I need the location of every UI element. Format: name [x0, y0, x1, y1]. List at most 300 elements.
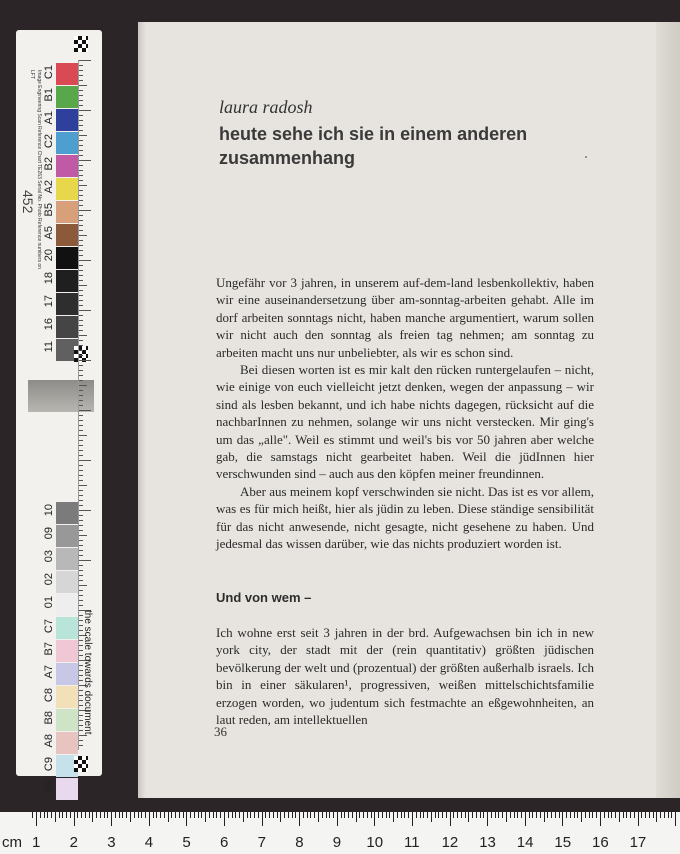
- ruler-tick: [79, 195, 83, 196]
- paragraph-3: Aber aus meinem kopf verschwinden sie nicht. Das ist es vor allem, was es für mich heißt, hier als jüdin zu leben. Diese ständige sensibilität für das nicht anwesende, nicht gesagte, nicht gesehene zu haben. Und jedesmal das wissen darüber, wie das nichts produziert worden ist.: [216, 483, 594, 552]
- color-patch: [56, 732, 78, 754]
- ruler-tick: [79, 315, 83, 316]
- ruler-tick: [408, 812, 409, 818]
- ruler-tick: [303, 812, 304, 818]
- ruler-tick: [79, 390, 83, 391]
- ruler-tick: [615, 812, 616, 818]
- color-patch: [56, 709, 78, 731]
- ruler-tick: [79, 485, 87, 486]
- ruler-tick: [465, 812, 466, 818]
- ruler-tick: [79, 580, 83, 581]
- section-subheading: Und von wem –: [216, 590, 312, 605]
- ruler-tick: [348, 812, 349, 818]
- ruler-tick: [79, 380, 83, 381]
- ruler-tick: [79, 425, 83, 426]
- ruler-tick: [314, 812, 315, 818]
- ruler-tick: [79, 60, 91, 61]
- ruler-tick: [453, 812, 454, 818]
- ruler-tick: [623, 812, 624, 818]
- ruler-tick: [79, 465, 83, 466]
- paragraph-2: Bei diesen worten ist es mir kalt den rücken runtergelaufen – nicht, wie einige von euch vielleicht jetzt denken, wegen der anpassung – wir sind als lesben bekannt, und ich habe nichts dagegen, rücksicht auf die nachbarInnen zu nehmen, solange wir uns nicht verstecken. Mir ging's um das „alle". Weil es stimmt und weil's bis vor 50 jahren aber welche gab, die samstags nicht gearbeitet haben. Weil die jüdInnen hier verschwunden sind – auch aus den köpfen meiner freundinnen.: [216, 362, 594, 482]
- ruler-tick: [179, 812, 180, 818]
- color-calibration-card: [16, 30, 102, 794]
- ruler-tick: [79, 450, 83, 451]
- ruler-tick: [574, 812, 575, 818]
- ruler-tick: [190, 812, 191, 818]
- ruler-tick: [634, 812, 635, 818]
- ruler-tick: [79, 260, 91, 261]
- ruler-tick: [559, 812, 560, 818]
- ruler-tick: [450, 812, 451, 826]
- ruler-tick: [79, 325, 83, 326]
- ruler-tick: [79, 265, 83, 266]
- ruler-tick: [79, 250, 83, 251]
- ruler-tick: [498, 812, 499, 818]
- ruler-tick: [273, 812, 274, 818]
- patch-label: C2: [43, 134, 55, 149]
- color-patch: [56, 548, 78, 570]
- ruler-tick: [547, 812, 548, 818]
- ruler-tick: [201, 812, 202, 818]
- patch-label: A8: [43, 734, 55, 748]
- ruler-tick: [70, 812, 71, 818]
- ruler-tick: [160, 812, 161, 818]
- patch-label: B2: [43, 157, 55, 171]
- ruler-tick: [79, 230, 83, 231]
- ruler-tick: [79, 565, 83, 566]
- ruler-tick: [79, 105, 83, 106]
- color-patch: [56, 155, 78, 177]
- ruler-tick: [79, 290, 83, 291]
- ruler-tick: [138, 812, 139, 818]
- patch-label: 02: [43, 573, 55, 586]
- ruler-tick: [62, 812, 63, 818]
- ruler-tick: [79, 605, 83, 606]
- ruler-tick: [79, 475, 83, 476]
- ruler-tick: [119, 812, 120, 818]
- ruler-tick: [457, 812, 458, 818]
- ruler-tick: [397, 812, 398, 818]
- ruler-tick: [592, 812, 593, 818]
- ruler-tick: [198, 812, 199, 818]
- ruler-tick: [269, 812, 270, 818]
- patch-label: 16: [43, 318, 55, 331]
- ruler-number: 1: [32, 834, 41, 851]
- ruler-tick: [427, 812, 428, 818]
- ruler-tick: [352, 812, 353, 818]
- ruler-tick: [79, 255, 83, 256]
- ruler-tick: [79, 445, 83, 446]
- ruler-tick: [224, 812, 225, 826]
- ruler-tick: [111, 812, 112, 826]
- ruler-tick: [79, 355, 83, 356]
- ruler-tick: [600, 812, 601, 826]
- handwritten-note: 452: [20, 190, 36, 214]
- ruler-tick: [653, 812, 654, 818]
- paragraph-4: Ich wohne erst seit 3 jahren in der brd. Aufgewachsen bin ich in new york city, der stadt mit der (rein quantitativ) größten jüdischen bevölkerung der welt und (prozentual) der größten außerhalb israels. Ich bin in einer säkularen¹, progressiven, weißen mittelschichtsfamilie erzogen worden, wo judentum sich festmachte an eßgewohnheiten, an laut reden, am intellektuellen: [216, 625, 594, 728]
- ruler-tick: [585, 812, 586, 818]
- ruler-tick: [318, 812, 319, 822]
- ruler-tick: [79, 410, 91, 411]
- ruler-tick: [100, 812, 101, 818]
- ruler-tick: [79, 285, 87, 286]
- ruler-tick: [79, 270, 83, 271]
- ruler-tick: [517, 812, 518, 818]
- ruler-tick: [506, 812, 507, 822]
- ruler-tick: [79, 550, 83, 551]
- ruler-tick: [79, 595, 83, 596]
- ruler-tick: [79, 240, 83, 241]
- ruler-tick: [79, 150, 83, 151]
- ruler-tick: [420, 812, 421, 818]
- ruler-tick: [359, 812, 360, 818]
- patch-label: 01: [43, 596, 55, 609]
- ruler-tick: [79, 210, 91, 211]
- patch-label: B9: [43, 780, 55, 794]
- ruler-tick: [656, 812, 657, 822]
- ruler-number: 13: [479, 834, 496, 851]
- ruler-tick: [668, 812, 669, 818]
- patch-label: B7: [43, 642, 55, 656]
- ruler-tick: [79, 365, 83, 366]
- ruler-tick: [446, 812, 447, 818]
- ruler-tick: [374, 812, 375, 826]
- ruler-tick: [367, 812, 368, 818]
- ruler-number: 11: [404, 834, 420, 851]
- ruler-tick: [79, 235, 87, 236]
- ruler-tick: [232, 812, 233, 818]
- ruler-tick: [134, 812, 135, 818]
- ruler-number: 17: [629, 834, 647, 851]
- ruler-tick: [194, 812, 195, 818]
- ruler-number: 7: [257, 834, 266, 851]
- ruler-number: 2: [69, 834, 78, 851]
- ruler-tick: [79, 160, 91, 161]
- ruler-tick: [79, 225, 83, 226]
- ruler-tick: [79, 310, 91, 311]
- ruler-tick: [209, 812, 210, 818]
- ruler-tick: [79, 575, 83, 576]
- ruler-tick: [79, 530, 83, 531]
- patch-label: 03: [43, 550, 55, 563]
- ruler-tick: [277, 812, 278, 818]
- ruler-tick: [79, 455, 83, 456]
- ruler-tick: [153, 812, 154, 818]
- ruler-tick: [626, 812, 627, 818]
- ruler-tick: [36, 812, 37, 826]
- ruler-tick: [79, 100, 83, 101]
- ruler-tick: [79, 320, 83, 321]
- ruler-tick: [581, 812, 582, 822]
- patch-label: B1: [43, 88, 55, 102]
- ruler-tick: [85, 812, 86, 818]
- ruler-tick: [401, 812, 402, 818]
- ruler-tick: [562, 812, 563, 826]
- ruler-tick: [363, 812, 364, 818]
- ruler-tick: [295, 812, 296, 818]
- horizontal-ruler: [0, 812, 680, 854]
- ruler-tick: [79, 305, 83, 306]
- ruler-tick: [487, 812, 488, 826]
- ruler-tick: [79, 490, 83, 491]
- ruler-tick: [79, 275, 83, 276]
- color-patch: [56, 316, 78, 338]
- ruler-tick: [79, 735, 87, 736]
- ruler-tick: [79, 220, 83, 221]
- ruler-tick: [79, 585, 87, 586]
- ruler-tick: [239, 812, 240, 818]
- ruler-tick: [79, 400, 83, 401]
- page-edge: [656, 22, 680, 798]
- ruler-tick: [79, 205, 83, 206]
- ruler-tick: [79, 745, 83, 746]
- ruler-number: 16: [592, 834, 609, 851]
- color-patch: [56, 178, 78, 200]
- ruler-tick: [74, 812, 75, 826]
- ruler-tick: [371, 812, 372, 818]
- ruler-tick: [79, 545, 83, 546]
- color-patch: [56, 293, 78, 315]
- color-patch: [56, 778, 78, 800]
- color-patch: [56, 270, 78, 292]
- ruler-tick: [525, 812, 526, 826]
- ruler-tick: [551, 812, 552, 818]
- ruler-tick: [40, 812, 41, 818]
- color-patch: [56, 63, 78, 85]
- ruler-tick: [566, 812, 567, 818]
- page-number: 36: [214, 724, 227, 739]
- ruler-tick: [544, 812, 545, 822]
- ruler-tick: [510, 812, 511, 818]
- checker-target-top: [74, 36, 88, 52]
- ruler-tick: [288, 812, 289, 818]
- ruler-tick: [480, 812, 481, 818]
- ruler-tick: [79, 140, 83, 141]
- ruler-tick: [611, 812, 612, 818]
- patch-label: 10: [43, 504, 55, 517]
- ruler-tick: [442, 812, 443, 818]
- ruler-tick: [675, 812, 676, 826]
- ruler-tick: [183, 812, 184, 818]
- ruler-tick: [393, 812, 394, 822]
- ruler-tick: [79, 525, 83, 526]
- ruler-tick: [79, 435, 87, 436]
- ruler-tick: [44, 812, 45, 818]
- ruler-tick: [156, 812, 157, 818]
- ruler-tick: [79, 420, 83, 421]
- ruler-tick: [258, 812, 259, 818]
- ruler-tick: [461, 812, 462, 818]
- ruler-tick: [79, 145, 83, 146]
- author-name: laura radosh: [219, 97, 313, 117]
- ruler-tick: [79, 80, 83, 81]
- ruler-tick: [589, 812, 590, 818]
- patch-label: A2: [43, 180, 55, 194]
- ruler-tick: [333, 812, 334, 818]
- ruler-tick: [79, 510, 91, 511]
- color-patch: [56, 201, 78, 223]
- ruler-tick: [337, 812, 338, 826]
- ruler-tick: [671, 812, 672, 818]
- color-patch: [56, 594, 78, 616]
- ruler-tick: [555, 812, 556, 818]
- ruler-tick: [79, 375, 83, 376]
- ruler-tick: [254, 812, 255, 818]
- ruler-tick: [604, 812, 605, 818]
- patch-label: A7: [43, 665, 55, 679]
- ruler-tick: [79, 295, 83, 296]
- ruler-tick: [483, 812, 484, 818]
- ruler-tick: [79, 215, 83, 216]
- color-patch: [56, 640, 78, 662]
- ruler-tick: [51, 812, 52, 818]
- color-patch: [56, 502, 78, 524]
- patch-label: B5: [43, 203, 55, 217]
- ruler-tick: [79, 155, 83, 156]
- ruler-tick: [577, 812, 578, 818]
- card-fine-print: Image Engineering Scan Reference Chart TE263 Serial No. Photo Reference numbers on LFT: [29, 70, 42, 269]
- ruler-tick: [344, 812, 345, 818]
- ruler-tick: [79, 335, 87, 336]
- ruler-tick: [660, 812, 661, 818]
- ruler-number: 12: [441, 834, 459, 851]
- ruler-tick: [431, 812, 432, 822]
- ruler-tick: [79, 180, 83, 181]
- ruler-number: 10: [366, 834, 384, 851]
- color-patch: [56, 686, 78, 708]
- checker-target-bottom: [74, 756, 88, 772]
- ruler-tick: [216, 812, 217, 818]
- ruler-tick: [329, 812, 330, 818]
- ruler-number: 15: [554, 834, 572, 851]
- ruler-tick: [435, 812, 436, 818]
- ruler-tick: [164, 812, 165, 818]
- ruler-tick: [79, 350, 83, 351]
- ruler-tick: [79, 90, 83, 91]
- ruler-tick: [378, 812, 379, 818]
- ruler-tick: [141, 812, 142, 818]
- ruler-tick: [81, 812, 82, 818]
- patch-label: C1: [43, 65, 55, 80]
- color-patch: [56, 525, 78, 547]
- ruler-number: 6: [220, 834, 229, 851]
- ruler-tick: [310, 812, 311, 818]
- ruler-tick: [389, 812, 390, 818]
- ruler-tick: [79, 470, 83, 471]
- ruler-tick: [79, 330, 83, 331]
- ruler-tick: [664, 812, 665, 818]
- ruler-tick: [79, 360, 91, 361]
- patch-label: 11: [43, 341, 55, 353]
- ruler-tick: [292, 812, 293, 818]
- ruler-tick: [79, 110, 91, 111]
- ruler-tick: [149, 812, 150, 826]
- patch-label: 09: [43, 527, 55, 540]
- ruler-tick: [438, 812, 439, 818]
- ruler-tick: [307, 812, 308, 818]
- speck: [585, 156, 587, 158]
- ruler-tick: [130, 812, 131, 822]
- ruler-tick: [79, 125, 83, 126]
- ruler-number: 14: [516, 834, 534, 851]
- ruler-tick: [79, 440, 83, 441]
- ruler-tick: [92, 812, 93, 822]
- patch-label: 17: [43, 295, 55, 308]
- ruler-tick: [79, 135, 87, 136]
- ruler-tick: [79, 185, 87, 186]
- page-gutter-shadow: [138, 22, 146, 798]
- article-title: heute sehe ich sie in einem anderen zusammenhang: [219, 124, 528, 168]
- ruler-tick: [47, 812, 48, 818]
- ruler-tick: [79, 170, 83, 171]
- ruler-tick: [472, 812, 473, 818]
- ruler-tick: [79, 740, 83, 741]
- ruler-tick: [107, 812, 108, 818]
- ruler-tick: [79, 540, 83, 541]
- ruler-tick: [79, 340, 83, 341]
- ruler-tick: [79, 495, 83, 496]
- ruler-tick: [341, 812, 342, 818]
- ruler-tick: [79, 115, 83, 116]
- ruler-tick: [532, 812, 533, 818]
- patch-label: C7: [43, 619, 55, 634]
- ruler-tick: [168, 812, 169, 822]
- ruler-tick: [356, 812, 357, 822]
- ruler-tick: [468, 812, 469, 822]
- patch-label: 18: [43, 272, 55, 285]
- ruler-tick: [638, 812, 639, 826]
- ruler-tick: [79, 345, 83, 346]
- ruler-tick: [79, 165, 83, 166]
- ruler-tick: [220, 812, 221, 818]
- ruler-tick: [115, 812, 116, 818]
- ruler-tick: [79, 370, 83, 371]
- ruler-tick: [66, 812, 67, 818]
- ruler-tick: [79, 300, 83, 301]
- ruler-tick: [59, 812, 60, 818]
- ruler-tick: [79, 70, 83, 71]
- ruler-tick: [521, 812, 522, 818]
- patch-label: C9: [43, 757, 55, 772]
- ruler-tick: [104, 812, 105, 818]
- ruler-tick: [641, 812, 642, 818]
- ruler-tick: [32, 812, 33, 818]
- ruler-tick: [79, 130, 83, 131]
- ruler-tick: [608, 812, 609, 818]
- ruler-tick: [386, 812, 387, 818]
- ruler-tick: [491, 812, 492, 818]
- ruler-tick: [89, 812, 90, 818]
- color-patch: [56, 86, 78, 108]
- ruler-tick: [649, 812, 650, 818]
- ruler-tick: [79, 505, 83, 506]
- ruler-number: 9: [332, 834, 342, 851]
- body-text-section-2: [216, 624, 594, 728]
- ruler-tick: [382, 812, 383, 818]
- patch-label: C8: [43, 688, 55, 703]
- ruler-tick: [79, 200, 83, 201]
- ruler-tick: [79, 415, 83, 416]
- ruler-tick: [79, 65, 83, 66]
- ruler-tick: [416, 812, 417, 818]
- ruler-tick: [645, 812, 646, 818]
- ruler-tick: [79, 460, 91, 461]
- ruler-tick: [79, 430, 83, 431]
- ruler-tick: [235, 812, 236, 818]
- ruler-tick: [502, 812, 503, 818]
- ruler-tick: [284, 812, 285, 818]
- color-patch: [56, 224, 78, 246]
